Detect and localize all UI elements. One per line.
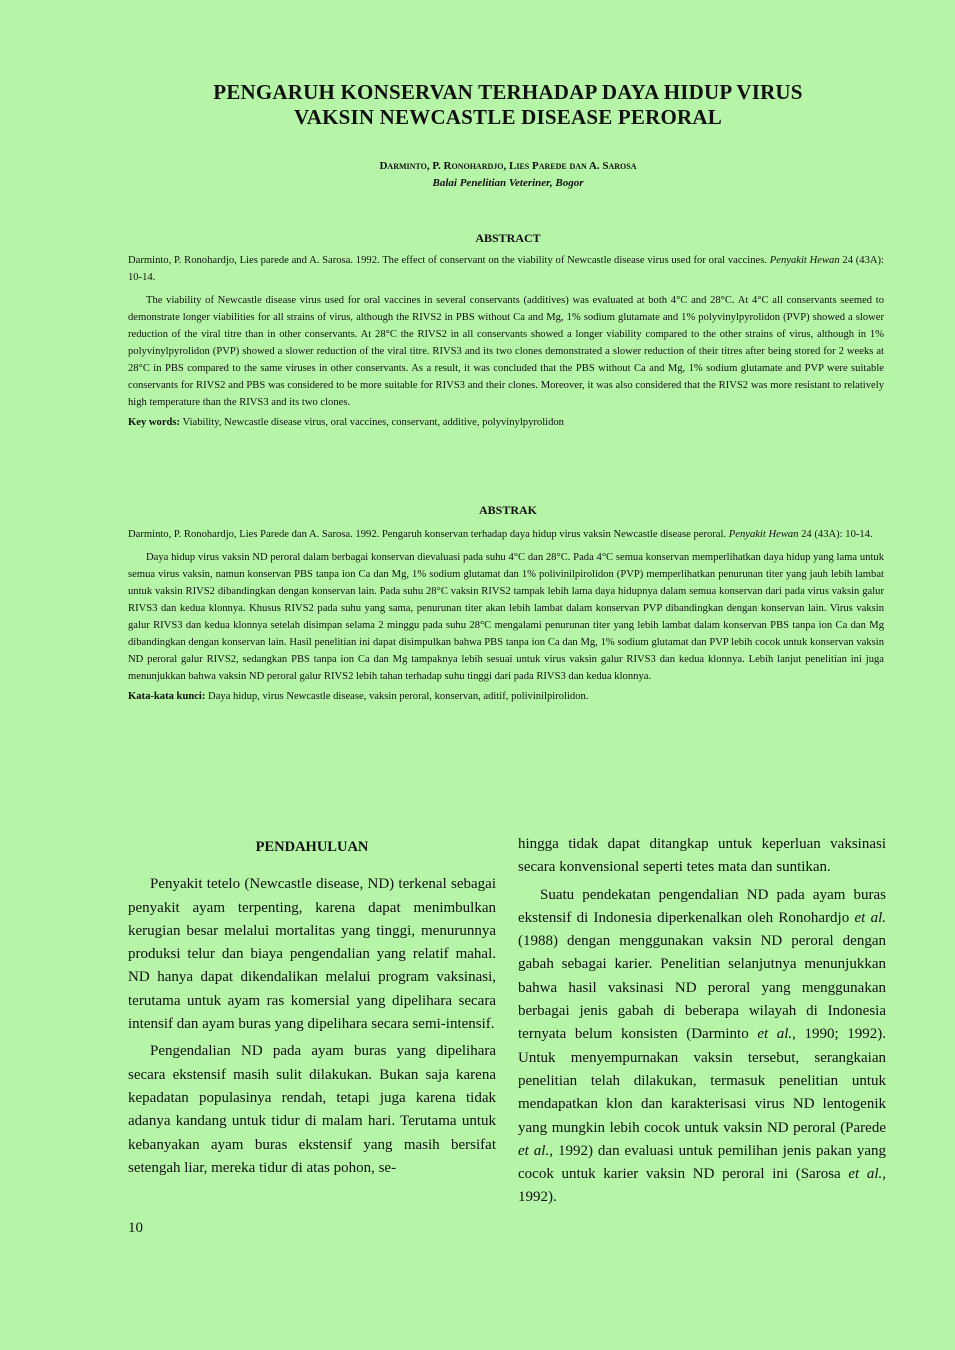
abstrak-body: Daya hidup virus vaksin ND peroral dalam berbagai konservan dievaluasi pada suhu 4°C dan 28°C. Pada 4°C semua konservan memperlihatkan daya hidup yang lama untuk semua virus vaksin, namun konservan PBS tanpa ion Ca dan Mg, 1% sodium glutamat dan 1% polivinilpirolidon (PVP) memperlihatkan penurunan titer yang jauh lebih lambat untuk vaksin RIVS2 dibandingkan dengan konservan lain. Pada suhu 28°C vaksin RIVS2 tampak lebih lama daya hidupnya dalam semua konservan dari pada virus vaksin galur RIVS3 dan kedua klonnya. Khusus RIVS2 pada suhu yang sama, penurunan titer akan lebih lambat dalam konservan PVP dibandingkan dengan konservan lain. Virus vaksin galur RIVS3 dan kedua klonnya setelah disimpan selama 2 minggu pada suhu 28°C mengalami penurunan titer yang lebih lambat dalam konservan PBS tanpa ion Ca dan Mg dibandingkan dengan konservan lain. Hasil penelitian ini dapat disimpulkan bahwa PBS tanpa ion Ca dan Mg, 1% sodium glutamat dan PVP lebih cocok untuk konservan vaksin ND peroral galur RIVS2, sedangkan PBS tanpa ion Ca dan Mg tampaknya lebih sesuai untuk virus vaksin galur RIVS3 dan kedua klonnya. Lebih lanjut penelitian ini juga menunjukkan bahwa vaksin ND peroral galur RIVS2 lebih tahan terhadap suhu tinggi dari pada RIVS3 dan kedua klonnya. (128, 552, 884, 682)
intro-paragraph-3 (518, 884, 886, 1210)
p3-etal-1: et al. (854, 909, 886, 926)
affiliation: Balai Penelitian Veteriner, Bogor (432, 177, 584, 189)
abstract-citation (128, 252, 884, 286)
abstract-keywords (128, 414, 884, 431)
abstract-section (128, 252, 884, 431)
intro-paragraph-2: Pengendalian ND pada ayam buras yang dipelihara secara ekstensif masih sulit dilakukan. Bukan saja karena kepadatan populasinya rendah, tetapi juga karena tidak adanya kandang untuk tidur di malam hari. Terutama untuk kebanyakan ayam buras ekstensif yang masih bersifat setengah liar, mereka tidur di atas pohon, se- (128, 1043, 496, 1176)
p3-etal-4: et al. (848, 1166, 883, 1183)
p3-part-e: , 1992). (518, 1166, 886, 1206)
abstract-heading: ABSTRACT (475, 231, 541, 245)
abstrak-section (128, 526, 884, 705)
title-line-2: VAKSIN NEWCASTLE DISEASE PERORAL (294, 105, 722, 129)
intro-paragraph-2-continued: hingga tidak dapat ditangkap untuk keperluan vaksinasi secara konvensional seperti tetes mata dan suntikan. (518, 836, 886, 876)
abstract-citation-tail: 24 (43A): 10-14. (128, 255, 884, 283)
right-column (518, 833, 886, 1210)
p3-part-d: , 1992) dan evaluasi untuk pemilihan jenis pakan yang cocok untuk karier vaksin ND peroral ini (Sarosa (518, 1142, 886, 1183)
page-number: 10 (128, 1220, 143, 1236)
p3-etal-3: et al. (518, 1142, 550, 1159)
abstrak-citation-journal: Penyakit Hewan (728, 529, 799, 540)
abstrak-keywords (128, 688, 884, 705)
keywords-list: Viability, Newcastle disease virus, oral vaccines, conservant, additive, polyvinylpyrolidon (180, 417, 564, 428)
author-list: Darminto, P. Ronohardjo, Lies Parede dan A. Sarosa (379, 160, 637, 172)
article-title (128, 80, 888, 130)
abstrak-heading: ABSTRAK (478, 503, 537, 517)
abstract-body: The viability of Newcastle disease virus used for oral vaccines in several conservants (additives) was evaluated at both 4°C and 28°C. At 4°C all conservants seemed to demonstrate longer viabilities for all strains of virus, although the RIVS2 in PBS without Ca and Mg, 1% sodium glutamate and 1% polyvinylpyrolidon (PVP) showed a slower reduction of the viral titre than in other conservants. At 28°C the RIVS2 in all conservants showed a longer viability compared to the other strains of virus, although in 1% polyvinylpyrolidon (PVP) showed a slower reduction of the viral titre. RIVS3 and its two clones demonstrated a slower reduction of their titres after being stored for 2 weeks at 28°C in PBS compared to the same viruses in other conservants. As a result, it was concluded that the PBS without Ca and Mg, 1% sodium glutamate and PVP were suitable conservants for RIVS2 and PBS was considered to be more suitable for RIVS3 and their clones. Moreover, it was also considered that the RIVS2 was more resistant to relatively high temperature than the RIVS3 and its two clones. (128, 295, 884, 408)
p3-part-a: Suatu pendekatan pengendalian ND pada ayam buras ekstensif di Indonesia diperkenalkan oleh Ronohardjo (518, 886, 886, 926)
intro-paragraph-1: Penyakit tetelo (Newcastle disease, ND) terkenal sebagai penyakit ayam terpenting, karena dapat menimbulkan kerugian besar melalui mortalitas yang tinggi, menurunnya produksi telur dan biaya pengendalian yang relatif mahal. ND hanya dapat dikendalikan melalui program vaksinasi, terutama untuk ayam ras komersial yang dipelihara secara intensif dan ayam buras yang dipelihara secara semi-intensif. (128, 876, 496, 1033)
abstrak-citation-text: Darminto, P. Ronohardjo, Lies Parede dan A. Sarosa. 1992. Pengaruh konservan terhadap daya hidup virus vaksin Newcastle disease peroral. (128, 529, 727, 540)
abstract-citation-text: Darminto, P. Ronohardjo, Lies parede and A. Sarosa. 1992. The effect of conservant on the viability of Newcastle disease virus used for oral vaccines. (128, 255, 767, 266)
left-column (128, 830, 496, 1180)
abstract-citation-journal: Penyakit Hewan (769, 255, 840, 266)
kata-kunci-list: Daya hidup, virus Newcastle disease, vaksin peroral, konservan, aditif, polivinilpirolidon. (205, 691, 589, 702)
p3-etal-2: et al. (757, 1026, 793, 1043)
keywords-label: Key words: (128, 417, 181, 428)
title-line-1: PENGARUH KONSERVAN TERHADAP DAYA HIDUP VIRUS (213, 80, 803, 104)
p3-part-c: , 1990; 1992). Untuk menyempurnakan vaksin tersebut, serangkaian penelitian telah dilakukan, termasuk penelitian untuk mendapatkan klon dan karakterisasi virus ND lentogenik yang mungkin lebih cocok untuk vaksin ND peroral (Parede (518, 1026, 886, 1136)
intro-heading: PENDAHULUAN (255, 839, 369, 855)
abstrak-citation (128, 526, 884, 543)
abstrak-citation-tail: 24 (43A): 10-14. (798, 529, 873, 540)
p3-part-b: (1988) dengan menggunakan vaksin ND peroral dengan gabah sebagai karier. Penelitian selanjutnya menunjukkan bahwa hasil vaksinasi ND peroral yang menggunakan berbagai jenis gabah di beberapa wilayah di Indonesia ternyata belum konsisten (Darminto (518, 933, 886, 1043)
kata-kunci-label: Kata-kata kunci: (128, 691, 206, 702)
